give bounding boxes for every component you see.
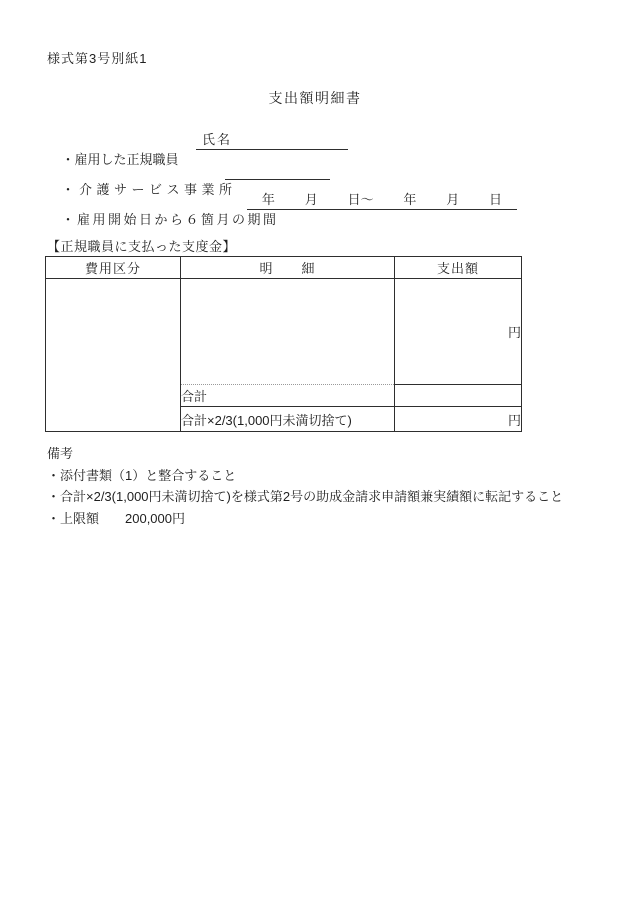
remarks-heading: 備考	[47, 446, 74, 461]
table-header-row	[46, 257, 522, 279]
field-row-employee	[47, 130, 587, 167]
calc-label-cell: 合計×2/3(1,000円未満切捨て)	[181, 407, 395, 432]
header-cell-category: 費用区分	[46, 257, 181, 279]
table-body-row	[46, 279, 522, 385]
period-year-end: 年	[403, 192, 417, 207]
remark-item: ・合計×2/3(1,000円未満切捨て)を様式第2号の助成金請求申請額兼実績額に転記すること	[47, 489, 564, 504]
category-blank-cell	[46, 279, 181, 432]
period-year-start: 年	[261, 192, 275, 207]
total-amount-cell	[395, 385, 522, 407]
office-blank-field	[225, 160, 330, 180]
period-month-start: 月	[304, 192, 318, 207]
field-label-period: ・雇用開始日から６箇月の期間	[61, 212, 279, 227]
table-section-heading: 【正規職員に支払った支度金】	[47, 239, 237, 254]
period-month-end: 月	[446, 192, 460, 207]
period-day-start: 日～	[347, 192, 374, 207]
calc-unit-cell: 円	[395, 407, 522, 432]
total-label-cell: 合計	[181, 385, 395, 407]
document-title: 支出額明細書	[268, 90, 362, 106]
field-row-period	[47, 190, 587, 227]
period-day-end: 日	[489, 192, 503, 207]
period-blank-field	[247, 190, 517, 210]
field-label-office: ・介護サービス事業所	[61, 182, 237, 197]
form-number: 様式第3号別紙1	[47, 51, 148, 66]
header-cell-amount: 支出額	[395, 257, 522, 279]
remark-item: ・添付書類（1）と整合すること	[47, 467, 237, 483]
remarks-section	[47, 443, 607, 529]
detail-blank-cell	[181, 279, 395, 385]
amount-unit-cell: 円	[395, 279, 522, 385]
field-row-office	[47, 160, 587, 197]
name-blank-field: 氏名	[196, 130, 348, 150]
expenditure-table	[45, 256, 522, 432]
field-label-employee: ・雇用した正規職員	[61, 152, 179, 167]
remark-item: ・上限額 200,000円	[47, 510, 185, 526]
header-cell-detail: 明 細	[181, 257, 395, 279]
